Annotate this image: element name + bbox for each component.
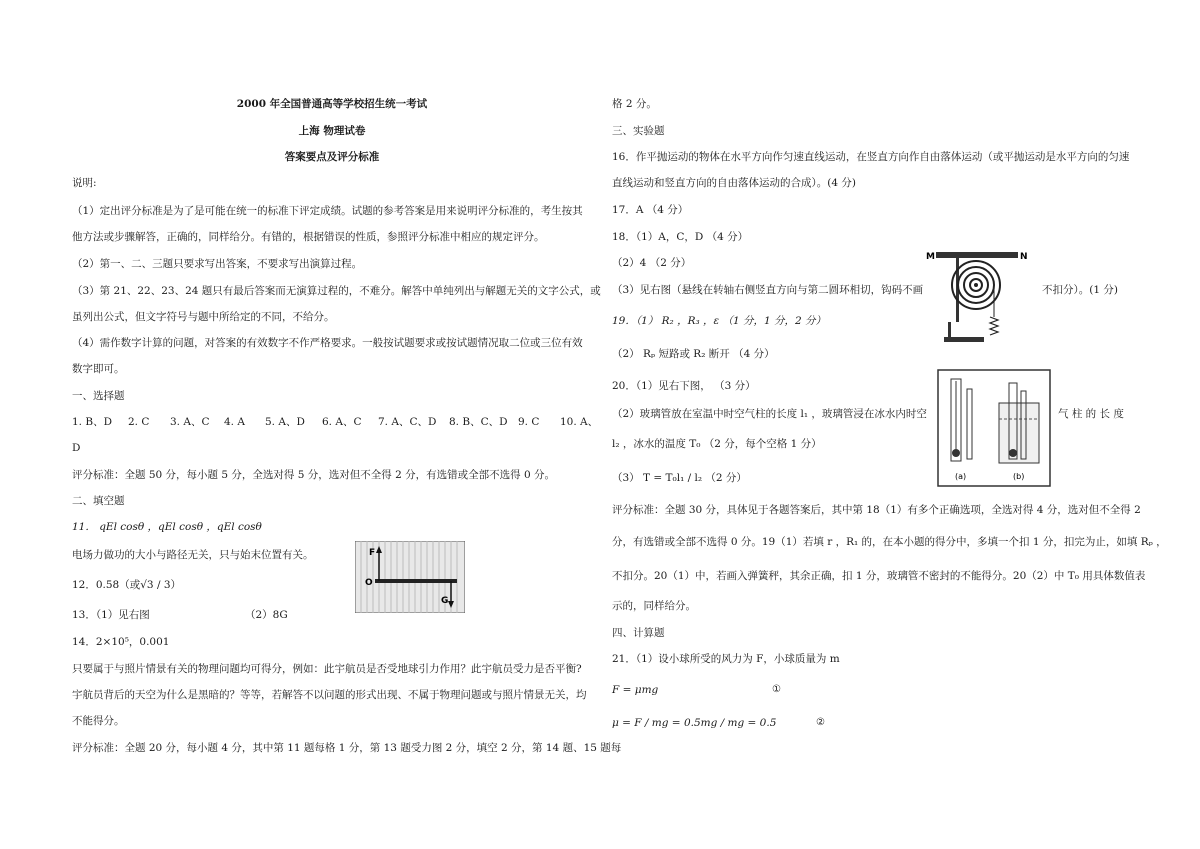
mc-answer: 5. A、D [265,416,305,428]
force-label-F: F [369,548,376,558]
q16-answer-2: 直线运动和竖直方向的自由落体运动的合成）。(4 分) [612,177,856,189]
score-experiment-1: 评分标准：全题 30 分，具体见于各题答案后，其中第 18（1）有多个正确选项，全选对得 4 分，选对但不全得 2 [612,504,1141,516]
mc-answer: 1. B、D [72,416,112,428]
mc-answer: 4. A [224,416,245,428]
force-diagram-figure [355,541,465,613]
q11-note: 电场力做功的大小与路径无关，只与始末位置有关。 [72,549,314,561]
q13-answer-2: （2）8G [245,609,288,621]
note-4a: （4）需作数字计算的问题，对答案的有效数字不作严格要求。一般按试题要求或按试题情况取二位或三位有效 [72,337,583,349]
label-b: (b) [1013,472,1025,481]
q20-answer-2-tail: 气 柱 的 长 度 [1058,408,1124,420]
mc-answer-tail: D [72,442,81,454]
note-1a: （1）定出评分标准是为了是可能在统一的标准下评定成绩。试题的参考答案是用来说明评分标准的，考生按其 [72,205,583,217]
q20-answer-4: （3） T = T₀l₁ / l₂ （2 分） [612,472,747,484]
mc-answer: 8. B、C、D [449,416,508,428]
q21-answer: 21．（1）设小球所受的风力为 F，小球质量为 m [612,653,840,665]
q19-answer-1: 19．（1） R₂ ，R₃ ，ε （1 分，1 分，2 分） [612,315,827,327]
note-3a: （3）第 21、22、23、24 题只有最后答案而无演算过程的，不难分。解答中单纯列出与解题无关的文字公式，或 [72,285,601,297]
equation-2: μ = F / mg = 0.5mg / mg = 0.5 [612,717,777,729]
q14-answer: 14．2×10⁵，0.001 [72,636,170,648]
mc-answer: 3. A、C [170,416,210,428]
q14-note-1: 只要属于与照片情景有关的物理问题均可得分，例如：此宇航员是否受地球引力作用？此宇航员受力是否平衡? [72,663,582,675]
q13-answer-1: 13．（1）见右图 [72,609,150,621]
q17-answer: 17．A （4 分） [612,204,689,216]
section-choice: 一、选择题 [72,390,125,402]
equation-2-mark: ② [816,717,825,728]
section-fill: 二、填空题 [72,495,125,507]
label-M: M [926,252,935,262]
q14-note-2: 宇航员背后的天空为什么是黑暗的？等等，若解答不以问题的形式出现、不属于物理问题或与照片情景无关，均 [72,689,587,701]
equation-1: F = μmg [612,684,659,696]
section-calculation: 四、计算题 [612,627,665,639]
q14-note-3: 不能得分。 [72,715,125,727]
score-experiment-3: 不扣分。20（1）中，若画入弹簧秤，其余正确，扣 1 分，玻璃管不密封的不能得分。20（2）中 T₀ 用具体数值表 [612,570,1146,582]
q18-answer-2: （2）4 （2 分） [612,257,692,269]
q20-answer-3: l₂ ，冰水的温度 T₀ （2 分，每个空格 1 分） [612,438,822,450]
q20-answer-2: （2）玻璃管放在室温中时空气柱的长度 l₁ ，玻璃管浸在冰水内时空 [612,408,927,420]
note-3b: 虽列出公式，但文字符号与题中所给定的不同，不给分。 [72,311,335,323]
q18-answer-1: 18．（1）A，C，D （4 分） [612,231,749,243]
q11-answer: 11． qEl cosθ ，qEl cosθ ，qEl cosθ [72,521,262,533]
title-line-2: 上海 物理试卷 [298,125,366,137]
label-a: (a) [955,472,967,481]
label-N: N [1020,252,1028,262]
title-line-3: 答案要点及评分标准 [284,151,380,163]
q18-answer-3-tail: 不扣分）。(1 分) [1042,284,1118,296]
note-2: （2）第一、二、三题只要求写出答案，不要求写出演算过程。 [72,258,363,270]
origin-label-O: O [365,578,373,588]
note-4b: 数字即可。 [72,363,125,375]
weight-label-G: G [441,596,449,606]
mc-answer: 7. A、C、D [378,416,437,428]
score-experiment-2: 分，有选错或全部不选得 0 分。19（1）若填 r ，R₁ 的，在本小题的得分中，多填一个扣 1 分，扣完为止，如填 Rₚ ， [612,536,1167,548]
score-choice: 评分标准：全题 50 分，每小题 5 分，全选对得 5 分，选对但不全得 2 分，有选错或全部不选得 0 分。 [72,469,555,481]
equation-1-mark: ① [772,684,781,695]
mc-answer: 10. A、 [560,416,599,428]
q12-answer: 12．0.58（或√3 / 3） [72,579,182,591]
shuoming: 说明: [72,177,97,189]
continuation: 格 2 分。 [612,98,657,110]
score-fill: 评分标准：全题 20 分，每小题 4 分，其中第 11 题每格 1 分，第 13 题受力图 2 分，填空 2 分，第 14 题、15 题每 [72,742,622,754]
title-line-1: 2000 年全国普通高等学校招生统一考试 [236,98,428,110]
q19-answer-2: （2） Rₚ 短路或 R₂ 断开 （4 分） [612,348,775,360]
mc-answer: 2. C [128,416,150,428]
mc-answer: 6. A、C [322,416,362,428]
glass-tube-figure [937,369,1051,487]
mc-answer: 9. C [518,416,540,428]
q20-answer-1: 20．（1）见右下图， （3 分） [612,380,756,392]
q18-answer-3: （3）见右图（悬线在转轴右侧竖直方向与第二圆环相切，钩码不画 [612,284,924,296]
section-experiment: 三、实验题 [612,125,665,137]
note-1b: 他方法或步骤解答，正确的，同样给分。有错的，根据错误的性质，参照评分标准中相应的规定评分。 [72,231,545,243]
score-experiment-4: 示的，同样给分。 [612,600,696,612]
q16-answer-1: 16．作平抛运动的物体在水平方向作匀速直线运动，在竖直方向作自由落体运动（或平抛运动是水平方向的匀速 [612,151,1130,163]
rotating-disk-figure [922,243,1032,346]
